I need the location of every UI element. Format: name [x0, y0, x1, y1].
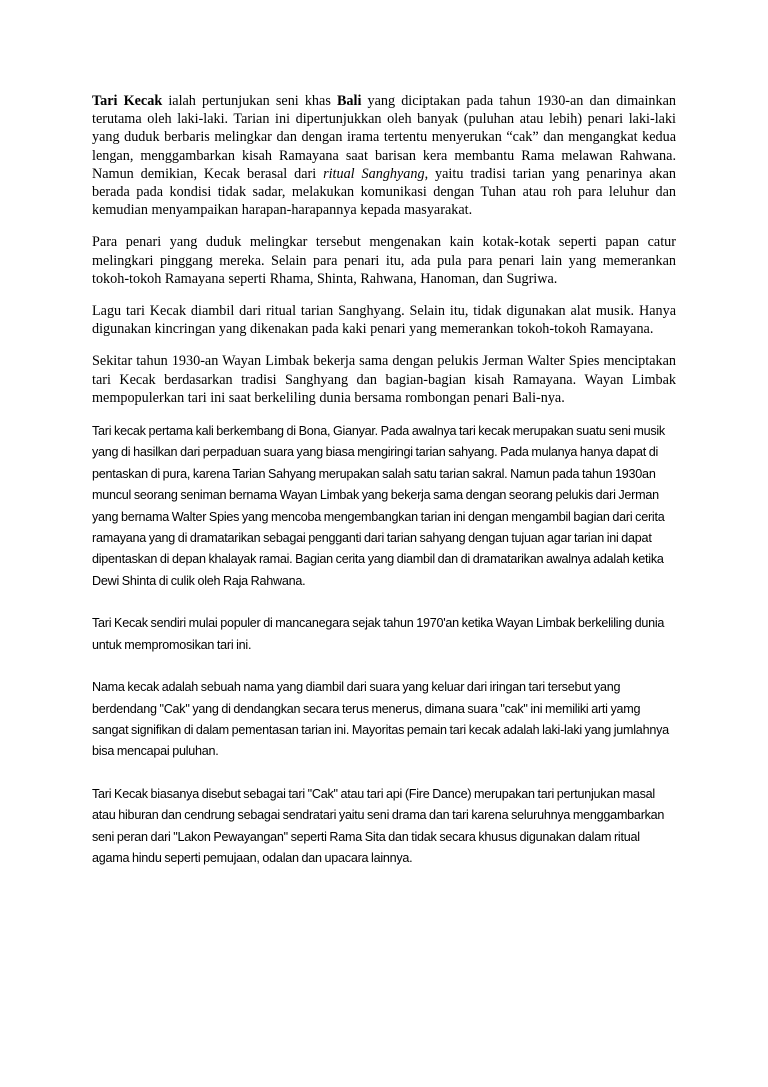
- paragraph-name-origin: Nama kecak adalah sebuah nama yang diambil dari suara yang keluar dari iringan tari tersebut yang berdendang "Cak" yang di dendangkan secara terus menerus, dimana suara "cak" ini memiliki arti yamg sangat signifikan di dalam pementasan tarian ini. Mayoritas pemain tari kecak adalah laki-laki yang jumlahnya bisa mencapai puluhan.: [92, 680, 669, 759]
- document-page: [92, 92, 676, 890]
- paragraph-fire-dance: Tari Kecak biasanya disebut sebagai tari "Cak" atau tari api (Fire Dance) merupakan tari pertunjukan masal atau hiburan dan cendrung sebagai sendratari yaitu seni drama dan tari karena seluruhnya menggambarkan seni peran dari "Lakon Pewayangan" seperti Rama Sita dan tidak secara khusus digunakan dalam ritual agama hindu seperti pemujaan, odalan dan upacara lainnya.: [92, 786, 665, 865]
- term-ritual-sanghyang: ritual Sanghyang: [323, 165, 425, 182]
- paragraph-origin: Tari kecak pertama kali berkembang di Bona, Gianyar. Pada awalnya tari kecak merupakan suatu seni musik yang di hasilkan dari perpaduan suara yang biasa mengiringi tarian sahyang. Pada mulanya hanya dapat di pentaskan di pura, karena Tarian Sahyang merupakan salah satu tarian sakral. Namun pada tahun 1930an muncul seorang seniman bernama Wayan Limbak yang bekerja sama dengan seorang pelukis dari Jerman yang bernama Walter Spies yang mencoba mengembangkan tarian ini dengan mengambil bagian dari cerita ramayana yang di dramatarikan sebagai pengganti dari tarian sahyang dengan tujuan agar tarian ini dapat dipentaskan di depan khalayak ramai. Bagian cerita yang diambil dan di dramatarikan awalnya adalah ketika Dewi Shinta di culik oleh Raja Rahwana.: [92, 424, 665, 588]
- paragraph-intro-text-1: ialah pertunjukan seni khas: [162, 93, 337, 109]
- term-tari-kecak: Tari Kecak: [92, 93, 163, 109]
- paragraph-costume: Para penari yang duduk melingkar tersebut mengenakan kain kotak-kotak seperti papan catur melingkari pinggang mereka. Selain para penari itu, ada pula para penari lain yang memerankan tokoh-tokoh Ramayana seperti Rhama, Shinta, Rahwana, Hanoman, dan Sugriwa.: [92, 234, 676, 287]
- paragraph-intro-text-3: , yaitu tradisi tarian yang penarinya akan berada pada kondisi tidak sadar, melakukan komunikasi dengan Tuhan atau roh para leluhur dan kemudian menyampaikan harapan-harapannya kepada masyarakat.: [92, 165, 676, 219]
- paragraph-popularity: Tari Kecak sendiri mulai populer di mancanegara sejak tahun 1970'an ketika Wayan Limbak berkeliling dunia untuk mempromosikan tari ini.: [92, 616, 665, 652]
- paragraph-music: Lagu tari Kecak diambil dari ritual tarian Sanghyang. Selain itu, tidak digunakan alat musik. Hanya digunakan kincringan yang dikenakan pada kaki penari yang memerankan tokoh-tokoh Ramayana.: [92, 303, 676, 338]
- paragraph-history: Sekitar tahun 1930-an Wayan Limbak bekerja sama dengan pelukis Jerman Walter Spies menciptakan tari Kecak berdasarkan tradisi Sanghyang dan bagian-bagian kisah Ramayana. Wayan Limbak mempopulerkan tari ini saat berkeliling dunia bersama rombongan penari Bali-nya.: [92, 353, 676, 406]
- term-bali: Bali: [336, 93, 362, 109]
- paragraph-intro: [92, 92, 676, 219]
- paragraph-intro-text-2: yang diciptakan pada tahun 1930-an dan dimainkan terutama oleh laki-laki. Tarian ini dipertunjukkan oleh banyak (puluhan atau lebih) penari laki-laki yang duduk berbaris melingkar dan dengan irama tertentu menyerukan “cak” dan mengangkat kedua lengan, menggambarkan kisah Ramayana saat barisan kera membantu Rama melawan Rahwana. Namun demikian, Kecak berasal dari: [92, 93, 676, 182]
